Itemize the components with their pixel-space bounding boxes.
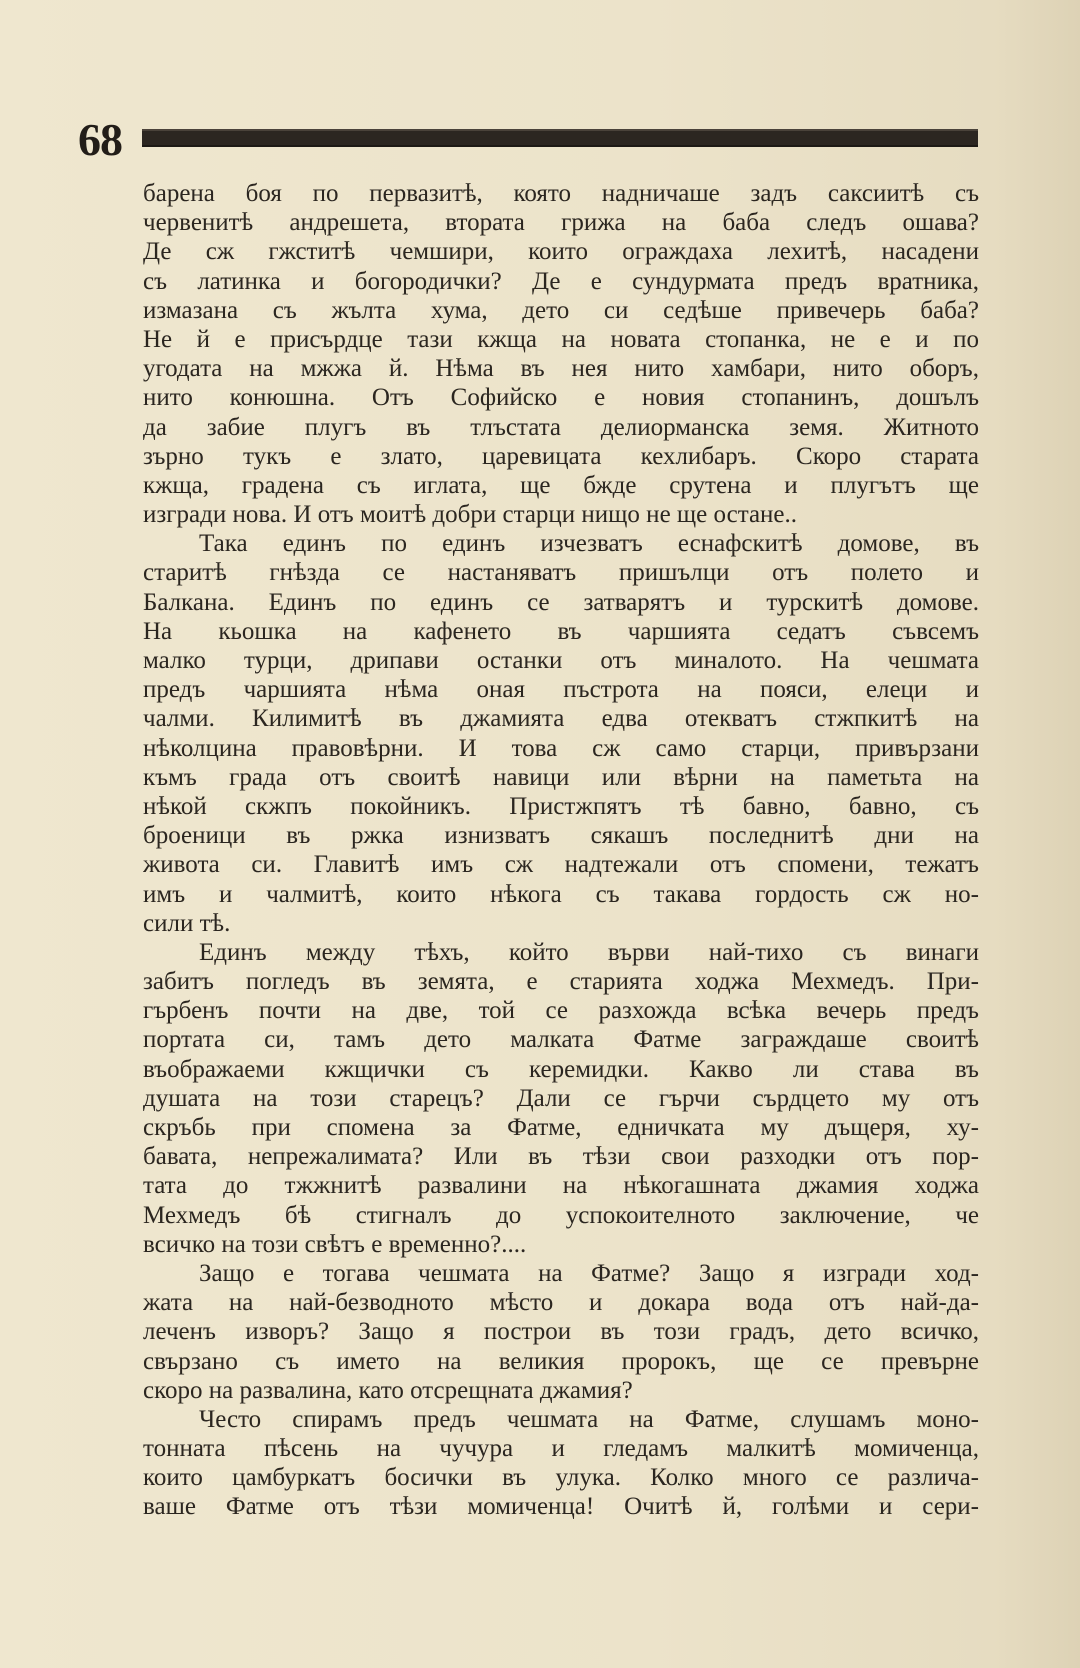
text-line: чалми. Килимитѣ въ джамията едва отекватъ стжпкитѣ на: [143, 705, 979, 733]
text-line: всичко на този свѣтъ е временно?....: [143, 1230, 527, 1258]
text-line: скоро на развалина, като отсрещната джамия?: [143, 1376, 633, 1404]
text-line: Защо е тогава чешмата на Фатме? Защо я изгради ход-: [199, 1259, 979, 1287]
text-line: Често спирамъ предъ чешмата на Фатме, слушамъ моно-: [199, 1405, 979, 1433]
text-line: леченъ изворъ? Защо я построи въ този градъ, дето всичко,: [143, 1318, 979, 1346]
text-line: тата до тжжнитѣ развалини на нѣкогашната джамия ходжа: [143, 1172, 979, 1200]
text-line: свързано съ името на великия пророкъ, ще се превърне: [143, 1347, 979, 1375]
page-header: [78, 112, 978, 168]
text-line: къмъ града отъ своитѣ навици или вѣрни на паметьта на: [143, 763, 979, 791]
text-line: забитъ погледъ въ земята, е старията ходжа Мехмедъ. При-: [143, 968, 979, 996]
text-line: зърно тукъ е злато, царевицата кехлибаръ. Скоро старата: [143, 442, 979, 470]
text-line: съ латинка и богородички? Де е сундурмата предъ вратника,: [143, 267, 979, 295]
text-line: На кьошка на кафенето въ чаршията седатъ съвсемъ: [143, 617, 979, 645]
text-line: нѣкой скжпъ покойникъ. Пристжпятъ тѣ бавно, бавно, съ: [143, 792, 979, 820]
text-line: въображаеми кжщички съ керемидки. Какво ли става въ: [143, 1055, 979, 1083]
text-line: ваше Фатме отъ тѣзи момиченца! Очитѣ й, голѣми и сери-: [143, 1493, 979, 1521]
text-line: Балкана. Единъ по единъ се затварятъ и турскитѣ домове.: [143, 588, 979, 616]
text-line: малко турци, дрипави останки отъ миналото. На чешмата: [143, 647, 979, 674]
text-line: Не й е присърдце тази кжща на новата стопанка, не е и по: [143, 325, 979, 353]
text-line: които цамбуркатъ босички въ улука. Колко много се различа-: [143, 1464, 979, 1492]
text-line: червенитѣ андрешета, втората грижа на баба следъ ошава?: [143, 209, 979, 237]
text-line: барена боя по первазитѣ, която надничаше задъ саксиитѣ съ: [143, 180, 979, 207]
text-line: гърбенъ почти на две, той се разхожда всѣка вечерь предъ: [143, 997, 979, 1025]
text-line: живота си. Главитѣ имъ сж надтежали отъ спомени, тежатъ: [143, 851, 979, 879]
header-rule: [142, 129, 978, 147]
text-line: да забие плугъ въ тлъстата делиорманска земя. Житното: [143, 413, 979, 441]
body-text: [143, 179, 979, 1522]
text-line: душата на този старецъ? Дали се гърчи сърдцето му отъ: [143, 1084, 979, 1112]
text-line: старитѣ гнѣзда се настаняватъ пришълци отъ полето и: [143, 559, 979, 587]
text-line: жата на най-безводното мѣсто и докара вода отъ най-да-: [143, 1289, 979, 1317]
text-line: кжща, градена съ иглата, ще бжде срутена и плугътъ ще: [143, 471, 979, 499]
text-line: бавата, непрежалимата? Или въ тѣзи свои разходки отъ пор-: [143, 1143, 979, 1171]
text-line: предъ чаршията нѣма оная пъстрота на пояси, елеци и: [143, 676, 979, 704]
text-line: измазана съ жълта хума, дето си седѣше привечерь баба?: [143, 296, 979, 324]
text-line: Де сж гжститѣ чемшири, които ограждаха лехитѣ, насадени: [143, 238, 979, 266]
text-line: Единъ между тѣхъ, който върви най-тихо съ винаги: [199, 938, 979, 966]
text-line: скръбь при спомена за Фатме, едничката му дъщеря, ху-: [143, 1114, 979, 1141]
text-line: угодата на мжжа й. Нѣма въ нея нито хамбари, нито оборъ,: [143, 355, 979, 383]
text-line: нѣколцина правовѣрни. И това сж само старци, привързани: [143, 734, 979, 762]
page-number: 68: [78, 114, 122, 165]
text-line: портата си, тамъ дето малката Фатме заграждаше своитѣ: [143, 1026, 979, 1054]
text-line: изгради нова. И отъ моитѣ добри старци нищо не ще остане..: [143, 501, 798, 529]
text-line: имъ и чалмитѣ, които нѣкога съ такава гордость сж но-: [143, 880, 979, 908]
text-line: нито конюшна. Отъ Софийско е новия стопанинъ, дошълъ: [143, 384, 979, 412]
text-line: броеници въ ржка изнизватъ сякашъ последнитѣ дни на: [143, 822, 979, 850]
text-line: сили тѣ.: [143, 909, 231, 937]
text-line: Така единъ по единъ изчезватъ еснафскитѣ домове, въ: [199, 530, 979, 558]
text-line: тонната пѣсень на чучура и гледамъ малкитѣ момиченца,: [143, 1435, 979, 1463]
text-line: Мехмедъ бѣ стигналъ до успокоителното заключение, че: [143, 1201, 979, 1229]
